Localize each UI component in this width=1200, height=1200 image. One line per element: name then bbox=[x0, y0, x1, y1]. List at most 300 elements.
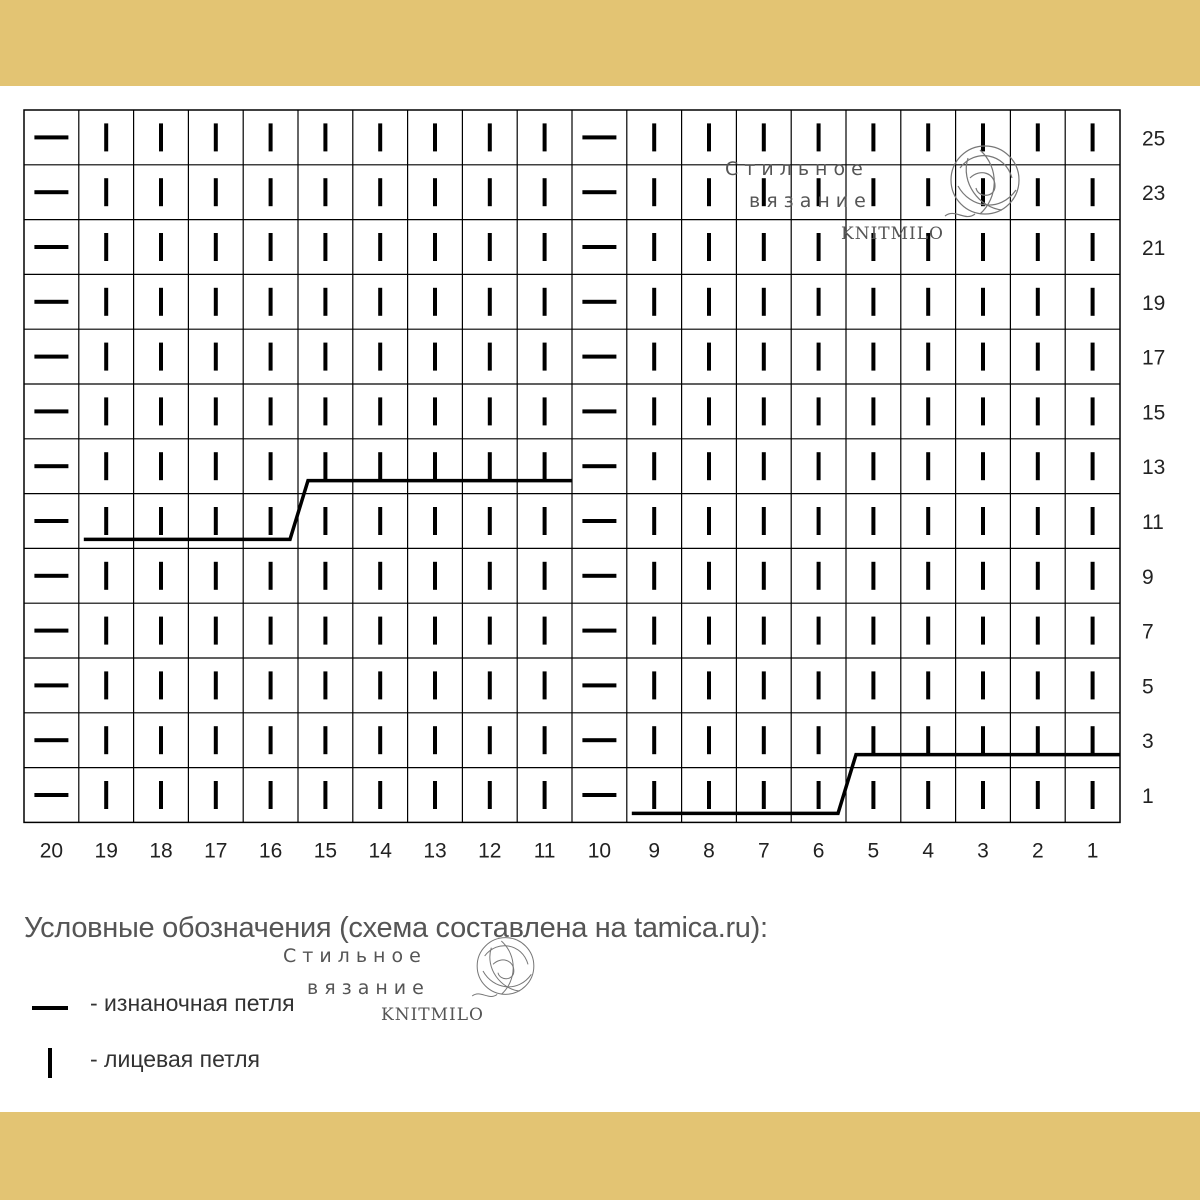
knit-stitch-mark bbox=[323, 671, 327, 699]
knit-stitch-mark bbox=[378, 288, 382, 316]
knit-stitch-mark bbox=[871, 233, 875, 261]
knit-stitch-mark bbox=[707, 343, 711, 371]
knit-stitch-mark bbox=[1091, 397, 1095, 425]
column-label: 16 bbox=[258, 839, 283, 863]
purl-stitch-symbol-icon bbox=[32, 1006, 68, 1010]
purl-stitch-mark bbox=[34, 135, 68, 139]
bottom-decorative-band bbox=[0, 1112, 1200, 1200]
knit-stitch-mark bbox=[433, 123, 437, 151]
knit-stitch-mark bbox=[433, 617, 437, 645]
knit-stitch-mark bbox=[981, 233, 985, 261]
knit-stitch-mark bbox=[214, 233, 218, 261]
knit-stitch-mark bbox=[378, 343, 382, 371]
knit-stitch-mark bbox=[707, 288, 711, 316]
column-label: 13 bbox=[423, 839, 447, 863]
knit-stitch-mark bbox=[214, 781, 218, 809]
purl-stitch-mark bbox=[582, 245, 616, 249]
knit-stitch-mark bbox=[543, 123, 547, 151]
knit-stitch-mark bbox=[433, 507, 437, 535]
knit-stitch-mark bbox=[433, 452, 437, 480]
knit-stitch-mark bbox=[817, 617, 821, 645]
knit-stitch-mark bbox=[488, 178, 492, 206]
knit-stitch-mark bbox=[652, 397, 656, 425]
knit-stitch-mark bbox=[104, 671, 108, 699]
knit-stitch-mark bbox=[269, 178, 273, 206]
knit-stitch-mark bbox=[871, 562, 875, 590]
knit-stitch-mark bbox=[378, 233, 382, 261]
knit-stitch-mark bbox=[104, 562, 108, 590]
knit-stitch-mark bbox=[433, 781, 437, 809]
watermark-line1: Стильное bbox=[725, 158, 869, 180]
legend-purl-label: - изнаночная петля bbox=[90, 990, 295, 1016]
knit-stitch-mark bbox=[159, 178, 163, 206]
knit-stitch-mark bbox=[1036, 343, 1040, 371]
knit-stitch-mark bbox=[871, 178, 875, 206]
column-label: 8 bbox=[703, 839, 715, 863]
purl-stitch-mark bbox=[34, 300, 68, 304]
knit-stitch-mark bbox=[707, 452, 711, 480]
knit-stitch-mark bbox=[1036, 288, 1040, 316]
knit-stitch-mark bbox=[269, 397, 273, 425]
knit-stitch-mark bbox=[762, 233, 766, 261]
knit-stitch-mark bbox=[817, 781, 821, 809]
knit-stitch-mark bbox=[159, 123, 163, 151]
purl-stitch-mark bbox=[34, 245, 68, 249]
row-label: 7 bbox=[1142, 620, 1154, 644]
knit-stitch-mark bbox=[762, 671, 766, 699]
purl-stitch-mark bbox=[582, 464, 616, 468]
knit-stitch-mark bbox=[926, 233, 930, 261]
knit-stitch-mark bbox=[323, 233, 327, 261]
purl-stitch-mark bbox=[582, 793, 616, 797]
knit-stitch-mark bbox=[323, 617, 327, 645]
step-line bbox=[84, 481, 572, 540]
knit-stitch-mark bbox=[159, 671, 163, 699]
knit-stitch-mark bbox=[1036, 178, 1040, 206]
row-labels bbox=[1142, 127, 1165, 808]
knit-stitch-mark bbox=[104, 178, 108, 206]
column-label: 10 bbox=[587, 839, 612, 863]
purl-stitch-mark bbox=[34, 574, 68, 578]
knit-stitch-mark bbox=[104, 452, 108, 480]
knit-stitch-mark bbox=[378, 178, 382, 206]
knit-stitch-mark bbox=[543, 452, 547, 480]
knit-stitch-mark bbox=[104, 507, 108, 535]
knit-stitch-mark bbox=[871, 671, 875, 699]
knit-stitch-mark bbox=[817, 178, 821, 206]
column-label: 20 bbox=[39, 839, 64, 863]
knit-stitch-mark bbox=[433, 233, 437, 261]
knit-stitch-mark bbox=[1036, 671, 1040, 699]
column-label: 14 bbox=[368, 839, 392, 863]
knit-stitch-mark bbox=[269, 288, 273, 316]
knit-stitch-mark bbox=[214, 178, 218, 206]
knit-stitch-mark bbox=[323, 726, 327, 754]
knit-stitch-mark bbox=[762, 617, 766, 645]
knit-stitch-mark bbox=[817, 671, 821, 699]
column-label: 18 bbox=[149, 839, 173, 863]
knit-stitch-mark bbox=[981, 507, 985, 535]
knit-stitch-mark bbox=[433, 178, 437, 206]
knit-stitch-mark bbox=[652, 562, 656, 590]
purl-stitch-mark bbox=[582, 738, 616, 742]
watermark-line2: вязание bbox=[307, 977, 430, 999]
watermark-line1: Стильное bbox=[283, 945, 427, 967]
knit-stitch-mark bbox=[652, 343, 656, 371]
knit-stitch-mark bbox=[1036, 507, 1040, 535]
knit-stitch-mark bbox=[543, 178, 547, 206]
column-labels bbox=[40, 839, 1099, 862]
column-label: 2 bbox=[1031, 839, 1044, 863]
row-label: 1 bbox=[1142, 785, 1154, 808]
knit-stitch-mark bbox=[707, 397, 711, 425]
knit-stitch-mark bbox=[543, 562, 547, 590]
knit-stitch-mark bbox=[817, 507, 821, 535]
knit-stitch-mark bbox=[652, 671, 656, 699]
knit-stitch-mark bbox=[214, 507, 218, 535]
knit-stitch-mark bbox=[323, 178, 327, 206]
knit-stitch-mark bbox=[1091, 288, 1095, 316]
purl-stitch-mark bbox=[582, 574, 616, 578]
knit-stitch-mark bbox=[1091, 123, 1095, 151]
knit-stitch-mark bbox=[762, 452, 766, 480]
knit-stitch-mark bbox=[104, 397, 108, 425]
knit-stitch-mark bbox=[488, 781, 492, 809]
knit-stitch-mark bbox=[323, 123, 327, 151]
knit-stitch-mark bbox=[543, 507, 547, 535]
knit-stitch-mark bbox=[323, 781, 327, 809]
knit-stitch-mark bbox=[214, 452, 218, 480]
knit-stitch-mark bbox=[981, 288, 985, 316]
row-label: 19 bbox=[1142, 291, 1166, 315]
stitch-symbols bbox=[34, 123, 1094, 809]
knit-stitch-mark bbox=[488, 343, 492, 371]
knit-stitch-mark bbox=[926, 562, 930, 590]
knit-stitch-mark bbox=[871, 397, 875, 425]
column-label: 4 bbox=[922, 839, 935, 863]
knit-stitch-mark bbox=[707, 562, 711, 590]
knit-stitch-mark bbox=[707, 671, 711, 699]
column-label: 1 bbox=[1086, 839, 1099, 863]
knit-stitch-mark bbox=[926, 397, 930, 425]
knit-stitch-mark bbox=[1036, 397, 1040, 425]
purl-stitch-mark bbox=[582, 190, 616, 194]
knit-stitch-mark bbox=[269, 726, 273, 754]
watermark-line2: вязание bbox=[749, 190, 872, 212]
knit-stitch-mark bbox=[488, 671, 492, 699]
column-label: 9 bbox=[648, 839, 661, 863]
column-label: 5 bbox=[867, 839, 880, 863]
knit-stitch-mark bbox=[926, 123, 930, 151]
knit-stitch-mark bbox=[981, 397, 985, 425]
knit-stitch-mark bbox=[269, 671, 273, 699]
purl-stitch-mark bbox=[582, 300, 616, 304]
knit-stitch-mark bbox=[214, 288, 218, 316]
knit-stitch-mark bbox=[926, 178, 930, 206]
purl-stitch-mark bbox=[34, 738, 68, 742]
knit-stitch-mark bbox=[488, 397, 492, 425]
knit-stitch-mark bbox=[104, 343, 108, 371]
knit-stitch-mark bbox=[104, 288, 108, 316]
purl-stitch-mark bbox=[34, 793, 68, 797]
knit-stitch-mark bbox=[1036, 562, 1040, 590]
knit-stitch-mark bbox=[488, 562, 492, 590]
knit-stitch-mark bbox=[707, 617, 711, 645]
chart-grid bbox=[24, 110, 1120, 822]
watermark-brand: KNITMILO bbox=[841, 224, 944, 244]
knit-stitch-mark bbox=[214, 726, 218, 754]
knit-stitch-mark bbox=[159, 397, 163, 425]
knit-stitch-mark bbox=[707, 233, 711, 261]
knit-stitch-mark bbox=[433, 562, 437, 590]
knit-stitch-mark bbox=[488, 452, 492, 480]
knit-stitch-mark bbox=[1091, 617, 1095, 645]
knit-stitch-mark bbox=[269, 452, 273, 480]
knit-stitch-mark bbox=[981, 781, 985, 809]
knit-stitch-mark bbox=[817, 562, 821, 590]
knit-stitch-mark bbox=[981, 178, 985, 206]
purl-stitch-mark bbox=[34, 629, 68, 633]
knit-stitch-mark bbox=[762, 178, 766, 206]
knit-stitch-mark bbox=[871, 507, 875, 535]
knit-stitch-mark bbox=[269, 233, 273, 261]
row-label: 25 bbox=[1142, 127, 1166, 151]
knit-stitch-mark bbox=[652, 123, 656, 151]
knit-stitch-mark bbox=[543, 671, 547, 699]
purl-stitch-mark bbox=[34, 409, 68, 413]
knit-stitch-mark bbox=[981, 123, 985, 151]
knit-stitch-mark bbox=[926, 617, 930, 645]
step-line bbox=[632, 755, 1120, 814]
knit-stitch-mark bbox=[433, 343, 437, 371]
knit-stitch-mark bbox=[871, 123, 875, 151]
knit-stitch-mark bbox=[871, 726, 875, 754]
knit-stitch-mark bbox=[543, 288, 547, 316]
knit-stitch-mark bbox=[543, 343, 547, 371]
knit-stitch-mark bbox=[981, 671, 985, 699]
column-label: 19 bbox=[94, 839, 118, 863]
purl-stitch-mark bbox=[34, 355, 68, 359]
knit-stitch-mark bbox=[214, 123, 218, 151]
knit-stitch-mark bbox=[378, 562, 382, 590]
knit-stitch-mark bbox=[817, 726, 821, 754]
knit-stitch-mark bbox=[269, 343, 273, 371]
knit-stitch-mark bbox=[926, 671, 930, 699]
knit-stitch-mark bbox=[488, 617, 492, 645]
knit-stitch-mark bbox=[707, 726, 711, 754]
knit-stitch-mark bbox=[1036, 452, 1040, 480]
knit-stitch-mark bbox=[433, 288, 437, 316]
knit-stitch-mark bbox=[652, 233, 656, 261]
knit-stitch-mark bbox=[1091, 671, 1095, 699]
knit-stitch-mark bbox=[378, 617, 382, 645]
knit-stitch-mark bbox=[104, 617, 108, 645]
knit-stitch-mark bbox=[926, 726, 930, 754]
knit-stitch-mark bbox=[488, 123, 492, 151]
knit-stitch-mark bbox=[433, 726, 437, 754]
knit-stitch-mark bbox=[323, 452, 327, 480]
knit-stitch-mark bbox=[269, 507, 273, 535]
knit-stitch-mark bbox=[378, 671, 382, 699]
purl-stitch-mark bbox=[582, 629, 616, 633]
knit-stitch-mark bbox=[433, 671, 437, 699]
knit-stitch-mark bbox=[378, 397, 382, 425]
purl-stitch-mark bbox=[34, 519, 68, 523]
knit-stitch-mark bbox=[1091, 178, 1095, 206]
knit-stitch-mark bbox=[159, 288, 163, 316]
knit-stitch-mark bbox=[323, 343, 327, 371]
knit-stitch-mark bbox=[1036, 123, 1040, 151]
row-label: 17 bbox=[1142, 346, 1166, 370]
knit-stitch-mark bbox=[543, 397, 547, 425]
legend-knit-label: - лицевая петля bbox=[90, 1046, 261, 1072]
row-label: 9 bbox=[1142, 565, 1154, 589]
knit-stitch-mark bbox=[1036, 617, 1040, 645]
knit-stitch-mark bbox=[817, 397, 821, 425]
row-label: 23 bbox=[1142, 182, 1166, 206]
knit-stitch-mark bbox=[1091, 233, 1095, 261]
knit-stitch-mark bbox=[871, 288, 875, 316]
knit-stitch-mark bbox=[378, 781, 382, 809]
row-label: 13 bbox=[1142, 456, 1166, 480]
knit-stitch-mark bbox=[214, 617, 218, 645]
purl-stitch-mark bbox=[34, 190, 68, 194]
knit-stitch-mark bbox=[378, 726, 382, 754]
knit-stitch-mark bbox=[269, 617, 273, 645]
purl-stitch-mark bbox=[34, 464, 68, 468]
knit-stitch-mark bbox=[159, 233, 163, 261]
knit-stitch-mark bbox=[652, 288, 656, 316]
column-label: 7 bbox=[757, 839, 770, 863]
knit-stitch-mark bbox=[543, 781, 547, 809]
column-label: 15 bbox=[313, 839, 338, 863]
knit-stitch-mark bbox=[762, 562, 766, 590]
knit-stitch-mark bbox=[488, 288, 492, 316]
knit-stitch-mark bbox=[323, 507, 327, 535]
knit-stitch-mark bbox=[1091, 507, 1095, 535]
knit-stitch-mark bbox=[926, 781, 930, 809]
knit-stitch-mark bbox=[1091, 726, 1095, 754]
knit-stitch-mark bbox=[652, 726, 656, 754]
knit-stitch-mark bbox=[1036, 726, 1040, 754]
knit-stitch-mark bbox=[488, 507, 492, 535]
knit-stitch-mark bbox=[214, 397, 218, 425]
knit-stitch-mark bbox=[104, 726, 108, 754]
knit-stitch-mark bbox=[871, 452, 875, 480]
row-label: 5 bbox=[1142, 675, 1154, 699]
knit-stitch-mark bbox=[652, 452, 656, 480]
knit-stitch-mark bbox=[981, 452, 985, 480]
knit-stitch-mark bbox=[323, 397, 327, 425]
knit-stitch-mark bbox=[652, 178, 656, 206]
knit-stitch-mark bbox=[104, 233, 108, 261]
knit-stitch-mark bbox=[762, 397, 766, 425]
knit-stitch-mark bbox=[214, 562, 218, 590]
knit-stitch-mark bbox=[926, 507, 930, 535]
legend-title: Условные обозначения (схема составлена на tamica.ru): bbox=[24, 912, 768, 944]
knit-stitch-mark bbox=[762, 726, 766, 754]
knit-stitch-mark bbox=[323, 288, 327, 316]
knit-stitch-mark bbox=[104, 781, 108, 809]
knit-stitch-mark bbox=[488, 233, 492, 261]
knit-stitch-mark bbox=[433, 397, 437, 425]
knit-stitch-mark bbox=[926, 343, 930, 371]
knit-stitch-mark bbox=[159, 562, 163, 590]
knit-stitch-mark bbox=[762, 343, 766, 371]
knit-stitch-mark bbox=[762, 288, 766, 316]
knit-stitch-mark bbox=[762, 123, 766, 151]
watermark-brand: KNITMILO bbox=[381, 1005, 484, 1025]
knit-stitch-mark bbox=[159, 617, 163, 645]
knit-stitch-mark bbox=[817, 343, 821, 371]
knit-stitch-mark bbox=[1036, 233, 1040, 261]
knit-stitch-mark bbox=[652, 617, 656, 645]
knit-stitch-mark bbox=[378, 507, 382, 535]
knit-stitch-mark bbox=[104, 123, 108, 151]
column-label: 11 bbox=[533, 839, 556, 863]
knit-stitch-mark bbox=[159, 781, 163, 809]
knit-stitch-mark bbox=[707, 507, 711, 535]
knit-stitch-mark bbox=[1036, 781, 1040, 809]
knit-stitch-mark bbox=[817, 288, 821, 316]
row-label: 11 bbox=[1142, 511, 1164, 534]
knit-stitch-mark bbox=[378, 123, 382, 151]
row-label: 21 bbox=[1142, 237, 1166, 260]
knit-stitch-mark bbox=[652, 781, 656, 809]
row-label: 3 bbox=[1142, 730, 1154, 754]
knit-stitch-mark bbox=[159, 507, 163, 535]
column-label: 6 bbox=[812, 839, 825, 863]
knit-stitch-mark bbox=[1091, 562, 1095, 590]
row-label: 15 bbox=[1142, 401, 1166, 425]
knit-stitch-mark bbox=[543, 617, 547, 645]
purl-stitch-mark bbox=[582, 519, 616, 523]
knit-stitch-mark bbox=[762, 507, 766, 535]
knit-stitch-symbol-icon bbox=[48, 1048, 52, 1078]
knit-stitch-mark bbox=[1091, 452, 1095, 480]
knit-stitch-mark bbox=[817, 452, 821, 480]
knit-stitch-mark bbox=[1091, 343, 1095, 371]
knit-stitch-mark bbox=[159, 343, 163, 371]
knit-stitch-mark bbox=[652, 507, 656, 535]
purl-stitch-mark bbox=[582, 683, 616, 687]
knit-stitch-mark bbox=[762, 781, 766, 809]
purl-stitch-mark bbox=[34, 683, 68, 687]
knit-stitch-mark bbox=[707, 781, 711, 809]
knit-stitch-mark bbox=[926, 452, 930, 480]
knit-stitch-mark bbox=[543, 233, 547, 261]
knit-stitch-mark bbox=[817, 233, 821, 261]
knit-stitch-mark bbox=[707, 123, 711, 151]
knit-stitch-mark bbox=[1091, 781, 1095, 809]
step-lines bbox=[84, 481, 1120, 814]
knit-stitch-mark bbox=[926, 288, 930, 316]
knit-stitch-mark bbox=[269, 562, 273, 590]
knit-stitch-mark bbox=[269, 123, 273, 151]
knit-stitch-mark bbox=[871, 781, 875, 809]
knit-stitch-mark bbox=[159, 726, 163, 754]
knit-stitch-mark bbox=[981, 617, 985, 645]
knit-stitch-mark bbox=[707, 178, 711, 206]
knit-stitch-mark bbox=[543, 726, 547, 754]
knit-stitch-mark bbox=[871, 617, 875, 645]
knit-stitch-mark bbox=[214, 343, 218, 371]
purl-stitch-mark bbox=[582, 409, 616, 413]
knit-stitch-mark bbox=[981, 562, 985, 590]
knit-stitch-mark bbox=[159, 452, 163, 480]
knit-stitch-mark bbox=[981, 343, 985, 371]
knit-stitch-mark bbox=[378, 452, 382, 480]
